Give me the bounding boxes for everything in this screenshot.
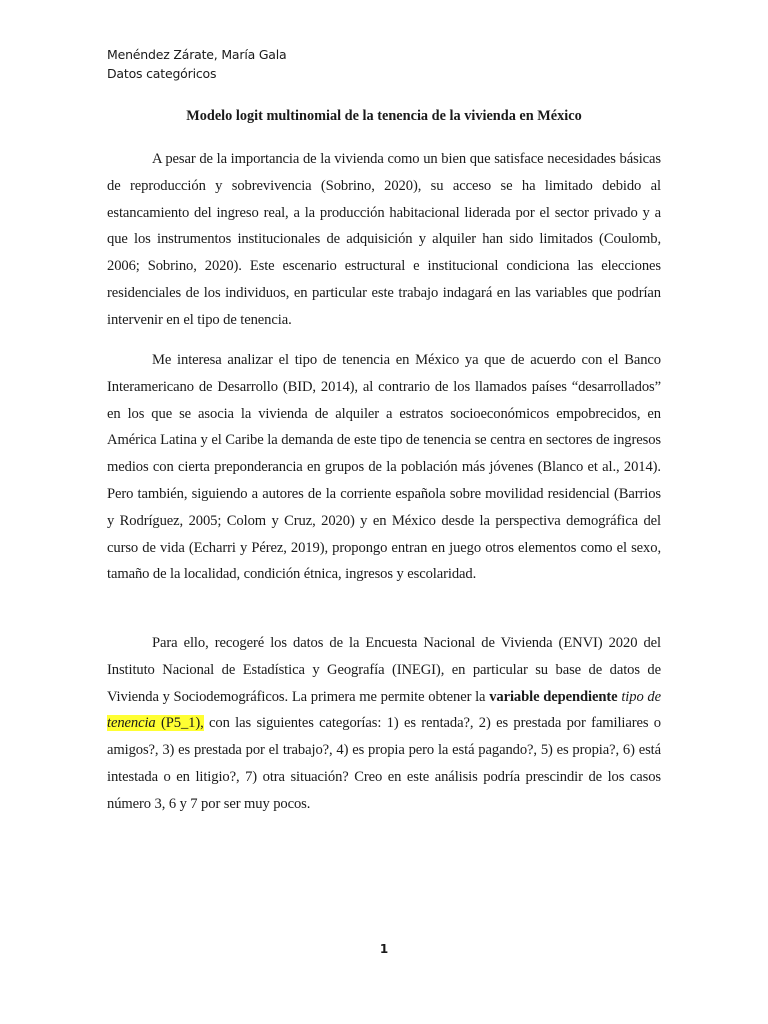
document-header [107, 45, 287, 83]
dependent-variable-label: variable dependiente [489, 688, 618, 705]
paragraph-1-text: A pesar de la importancia de la vivienda como un bien que satisface necesidades básicas de reproducción y sobrevivencia (Sobrino, 2020), su acceso se ha limitado debido al estancamiento del ingreso real, a la producción habitacional liderada por el sector privado y a que los instrumentos institucionales de adquisición y alquiler han sido limitados (Coulomb, 2006; Sobrino, 2020). Este escenario estructural e institucional condiciona las elecciones residenciales de los individuos, en particular este trabajo indagará en las variables que podrían intervenir en el tipo de tenencia. [107, 151, 661, 328]
page-number: 1 [379, 942, 389, 956]
author-name: Menéndez Zárate, María Gala [107, 47, 287, 62]
document-title: Modelo logit multinomial de la tenencia de la vivienda en México [186, 108, 582, 124]
variable-code-highlighted: (P5_1), [155, 715, 204, 732]
paragraph-1 [107, 146, 661, 334]
variable-name-highlighted: tenencia [107, 715, 156, 732]
course-subtitle: Datos categóricos [107, 66, 217, 81]
paragraph-2-text: Me interesa analizar el tipo de tenencia en México ya que de acuerdo con el Banco Interamericano de Desarrollo (BID, 2014), al contrario de los llamados países “desarrollados” en los que se asocia la vivienda de alquiler a estratos socioeconómicos empobrecidos, en América Latina y el Caribe la demanda de este tipo de tenencia se centra en sectores de ingresos medios con cierta preponderancia en grupos de la población más jóvenes (Blanco et al., 2014). Pero también, siguiendo a autores de la corriente española sobre movilidad residencial (Barrios y Rodríguez, 2005; Colom y Cruz, 2020) y en México desde la perspectiva demográfica del curso de vida (Echarri y Pérez, 2019), propongo entran en juego otros elementos como el sexo, tamaño de la localidad, condición étnica, ingresos y escolaridad. [107, 352, 661, 583]
paragraph-3 [107, 630, 661, 818]
paragraph-2 [107, 347, 661, 588]
paragraph-3-text [107, 630, 661, 818]
paragraph-3-categories: con las siguientes categorías: 1) es rentada?, 2) es prestada por familiares o amigos?, 3) es prestada por el trabajo?, 4) es propia pero la está pagando?, 5) es propia?, 6) está intestada o en litigio?, 7) otra situación? Creo en este análisis podría prescindir de los casos número 3, 6 y 7 por ser muy pocos. [107, 715, 662, 812]
paragraph-3-intro: Para ello, recogeré los datos de la Encuesta Nacional de Vivienda (ENVI) 2020 del Instituto Nacional de Estadística y Geografía (INEGI), en particular su base de datos de Vivienda y Sociodemográficos. La primera me permite obtener la [107, 635, 661, 705]
variable-name-plain: tipo de [621, 688, 661, 705]
